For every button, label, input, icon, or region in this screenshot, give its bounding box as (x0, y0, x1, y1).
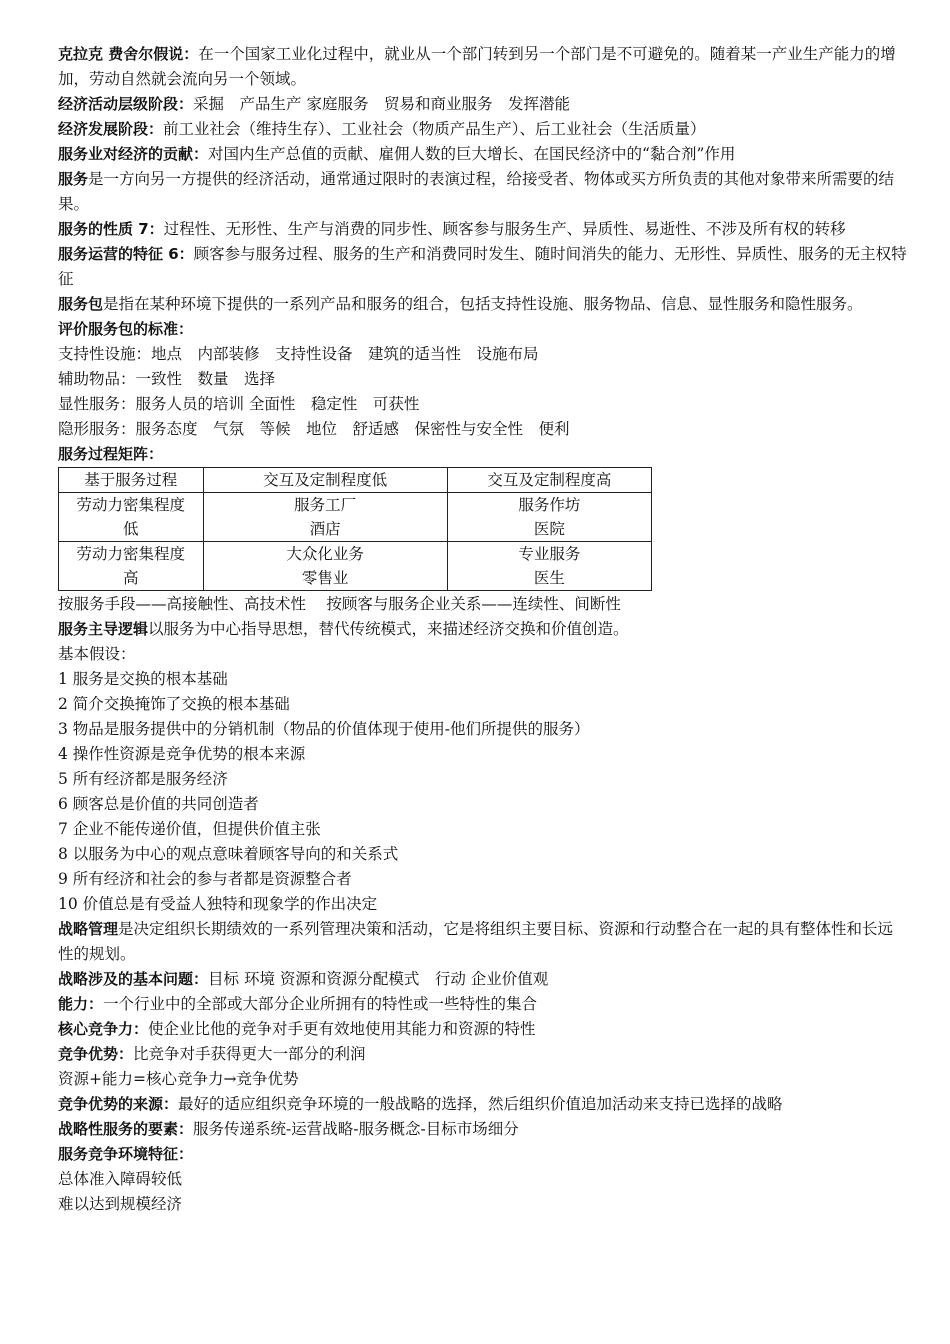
list-item: 9 所有经济和社会的参与者都是资源整合者 (58, 870, 352, 888)
list-item: 10 价值总是有受益人独特和现象学的作出决定 (58, 895, 378, 913)
paragraph: 能力：一个行业中的全部或大部分企业所拥有的特性或一些特性的集合 (58, 995, 538, 1013)
paragraph: 克拉克 费舍尔假说：在一个国家工业化过程中，就业从一个部门转到另一个部门是不可避免的。随着某一产业生产能力的增加，劳动自然就会流向另一个领域。 (58, 45, 896, 88)
paragraph: 战略性服务的要素：服务传递系统-运营战略-服务概念-目标市场细分 (58, 1120, 519, 1138)
header-cell: 基于服务过程 (59, 468, 204, 493)
table-row (59, 542, 652, 591)
list-item: 支持性设施：地点 内部装修 支持性设备 建筑的适当性 设施布局 (58, 345, 539, 363)
paragraph: 经济发展阶段：前工业社会（维持生存）、工业社会（物质产品生产）、后工业社会（生活质量） (58, 120, 706, 138)
paragraph: 服务业对经济的贡献：对国内生产总值的贡献、雇佣人数的巨大增长、在国民经济中的“黏合剂”作用 (58, 145, 736, 163)
paragraph: 服务主导逻辑以服务为中心指导思想，替代传统模式，来描述经济交换和价值创造。 (58, 620, 629, 638)
paragraph: 核心竞争力：使企业比他的竞争对手更有效地使用其能力和资源的特性 (58, 1020, 536, 1038)
list-item: 难以达到规模经济 (58, 1195, 183, 1213)
list-item: 3 物品是服务提供中的分销机制（物品的价值体现于使用-他们所提供的服务） (58, 720, 590, 738)
table-header-row (59, 468, 652, 493)
list-item: 辅助物品：一致性 数量 选择 (58, 370, 276, 388)
paragraph: 服务是一方向另一方提供的经济活动，通常通过限时的表演过程，给接受者、物体或买方所负责的其他对象带来所需要的结果。 (58, 170, 895, 213)
paragraph: 按服务手段——高接触性、高技术性 按顾客与服务企业关系——连续性、间断性 (58, 595, 621, 613)
list-item: 8 以服务为中心的观点意味着顾客导向的和关系式 (58, 845, 399, 863)
list-item: 显性服务：服务人员的培训 全面性 稳定性 可获性 (58, 395, 420, 413)
table-cell: 服务工厂 酒店 (203, 493, 447, 542)
document-page (58, 42, 908, 1217)
table-row (59, 493, 652, 542)
paragraph: 服务的性质 7：过程性、无形性、生产与消费的同步性、顾客参与服务生产、异质性、易逝性、不涉及所有权的转移 (58, 220, 846, 238)
table-cell: 大众化业务 零售业 (203, 542, 447, 591)
list-item: 1 服务是交换的根本基础 (58, 670, 228, 688)
list-item: 6 顾客总是价值的共同创造者 (58, 795, 259, 813)
service-process-matrix (58, 467, 652, 591)
list-item: 2 简介交换掩饰了交换的根本基础 (58, 695, 290, 713)
list-item: 隐形服务：服务态度 气氛 等候 地位 舒适感 保密性与安全性 便利 (58, 420, 570, 438)
paragraph: 竞争优势的来源：最好的适应组织竞争环境的一般战略的选择，然后组织价值追加活动来支持已选择的战略 (58, 1095, 783, 1113)
list-item: 7 企业不能传递价值，但提供价值主张 (58, 820, 321, 838)
section-heading: 服务过程矩阵： (58, 445, 164, 463)
paragraph: 服务包是指在某种环境下提供的一系列产品和服务的组合，包括支持性设施、服务物品、信息、显性服务和隐性服务。 (58, 295, 863, 313)
table-cell: 劳动力密集程度 高 (59, 542, 204, 591)
paragraph: 竞争优势：比竞争对手获得更大一部分的利润 (58, 1045, 366, 1063)
table-cell: 专业服务 医生 (447, 542, 651, 591)
paragraph: 基本假设： (58, 645, 136, 663)
paragraph: 战略涉及的基本问题：目标 环境 资源和资源分配模式 行动 企业价值观 (58, 970, 549, 988)
header-cell: 交互及定制程度低 (203, 468, 447, 493)
paragraph: 服务运营的特征 6：顾客参与服务过程、服务的生产和消费同时发生、随时间消失的能力、无形性、异质性、服务的无主权特征 (58, 245, 907, 288)
section-heading: 服务竞争环境特征： (58, 1145, 194, 1163)
list-item: 5 所有经济都是服务经济 (58, 770, 228, 788)
table-cell: 服务作坊 医院 (447, 493, 651, 542)
list-item: 总体准入障碍较低 (58, 1170, 183, 1188)
section-heading: 评价服务包的标准： (58, 320, 194, 338)
header-cell: 交互及定制程度高 (447, 468, 651, 493)
paragraph: 经济活动层级阶段：采掘 产品生产 家庭服务 贸易和商业服务 发挥潜能 (58, 95, 570, 113)
table-cell: 劳动力密集程度 低 (59, 493, 204, 542)
list-item: 4 操作性资源是竞争优势的根本来源 (58, 745, 306, 763)
paragraph: 资源+能力=核心竞争力→竞争优势 (58, 1070, 299, 1088)
paragraph: 战略管理是决定组织长期绩效的一系列管理决策和活动，它是将组织主要目标、资源和行动整合在一起的具有整体性和长远性的规划。 (58, 920, 894, 963)
